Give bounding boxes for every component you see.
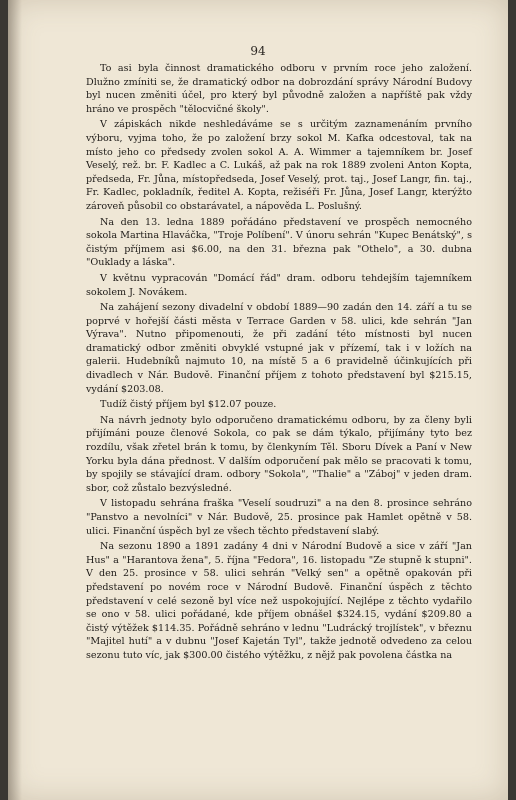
paragraph-9: Na sezonu 1890 a 1891 zadány 4 dni v Národní Budově a sice v září "Jan Hus" a "Harantova žena", 5. října "Fedora", 16. listopadu "Ze stupně k stupni". V den 25. prosince v 58. ulici sehrán "Velký sen" a opětně opakován při představení po novém roce v Národní Budově. Finanční úspěch z těchto představení v celé sezoně byl více než uspokojující. Nejlépe z těchto vydařilo se ono v 58. ulici pořádané, kde příjem obnášel $324.15, vydání $209.80 a čistý výtěžek $114.35. Pořádně sehráno v lednu "Ludrácký trojlístek", v březnu "Majitel hutí" a v dubnu "Josef Kajetán Tyl", takže jednotě odvedeno za celou sezonu tuto víc, jak $300.00 čistého výtěžku, z nějž pak povolena částka na <box>86 541 472 661</box>
paragraph-5: Na zahájení sezony divadelní v období 1889—90 zadán den 14. září a tu se poprvé v hořejší části města v Terrace Garden v 58. ulici, kde sehrán "Jan Výrava". Nutno připomenouti, že při zadání této místnosti byl nucen dramatický odbor změniti obvyklé vstupné jak v přízemí, tak i v ložích na galerii. Hudebníků najmuto 10, na místě 5 a 6 pravidelně účinkujících při divadlech v Nár. Budově. Finanční příjem z tohoto představení byl $215.15, vydání $203.08. <box>86 302 472 395</box>
paragraph-3: Na den 13. ledna 1889 pořádáno představení ve prospěch nemocného sokola Martina Hlaváčka, "Troje Políbení". V únoru sehrán "Kupec Benátský", s čistým příjmem asi $6.00, na den 31. března pak "Othelo", a 30. dubna "Ouklady a láska". <box>86 216 472 269</box>
gutter-shadow <box>8 0 22 800</box>
paragraph-1: To asi byla činnost dramatického odboru v prvním roce jeho založení. Dlužno zmíniti se, že dramatický odbor na dobrozdání správy Národní Budovy byl nucen změniti účel, pro který byl původně založen a napříště pak vždy hráno ve prospěch "tělocvičné školy". <box>86 63 472 115</box>
paragraph-7: Na návrh jednoty bylo odporučeno dramatickému odboru, by za členy byli přijímáni pouze členové Sokola, co pak se dám týkalo, přijímány tyto bez rozdílu, však zřetel brán k tomu, by členkyním Těl. Sboru Dívek a Paní v New Yorku byla dána přednost. V dalším odporučení pak mělo se pracovati k tomu, by spojily se stávající dram. odbory "Sokola", "Thalie" a "Záboj" v jeden dram. sbor, což zůstalo bezvýsledné. <box>86 414 472 494</box>
paragraph-4: V květnu vypracován "Domácí řád" dram. odboru tehdejším tajemníkem sokolem J. Novákem. <box>86 272 472 298</box>
book-page <box>8 0 508 800</box>
paragraph-2: V zápiskách nikde neshledáváme se s určitým zaznamenáním prvního výboru, vyjma toho, že po založení brzy sokol M. Kafka odcestoval, tak na místo jeho co předsedy zvolen sokol A. A. Wimmer a tajemníkem br. Josef Veselý, rež. br. F. Kadlec a C. Lukáš, až pak na rok 1889 zvoleni Anton Kopta, předseda, Fr. Jůna, místopředseda, Josef Veselý, prot. taj., Josef Langr, fin. taj., Fr. Kadlec, pokladník, ředitel A. Kopta, režiséři Fr. Jůna, Josef Langr, kterýžto zároveň působil co obstarávatel, a nápověda L. Poslušný. <box>86 119 472 212</box>
body-text <box>86 62 472 663</box>
page-number: 94 <box>250 44 266 58</box>
paragraph-8: V listopadu sehrána fraška "Veselí soudruzi" a na den 8. prosince sehráno "Panstvo a nevolníci" v Nár. Budově, 25. prosince pak Hamlet opětně v 58. ulici. Finanční úspěch byl ze všech těchto představení slabý. <box>86 498 472 537</box>
paragraph-6: Tudíž čistý příjem byl $12.07 pouze. <box>100 399 277 411</box>
